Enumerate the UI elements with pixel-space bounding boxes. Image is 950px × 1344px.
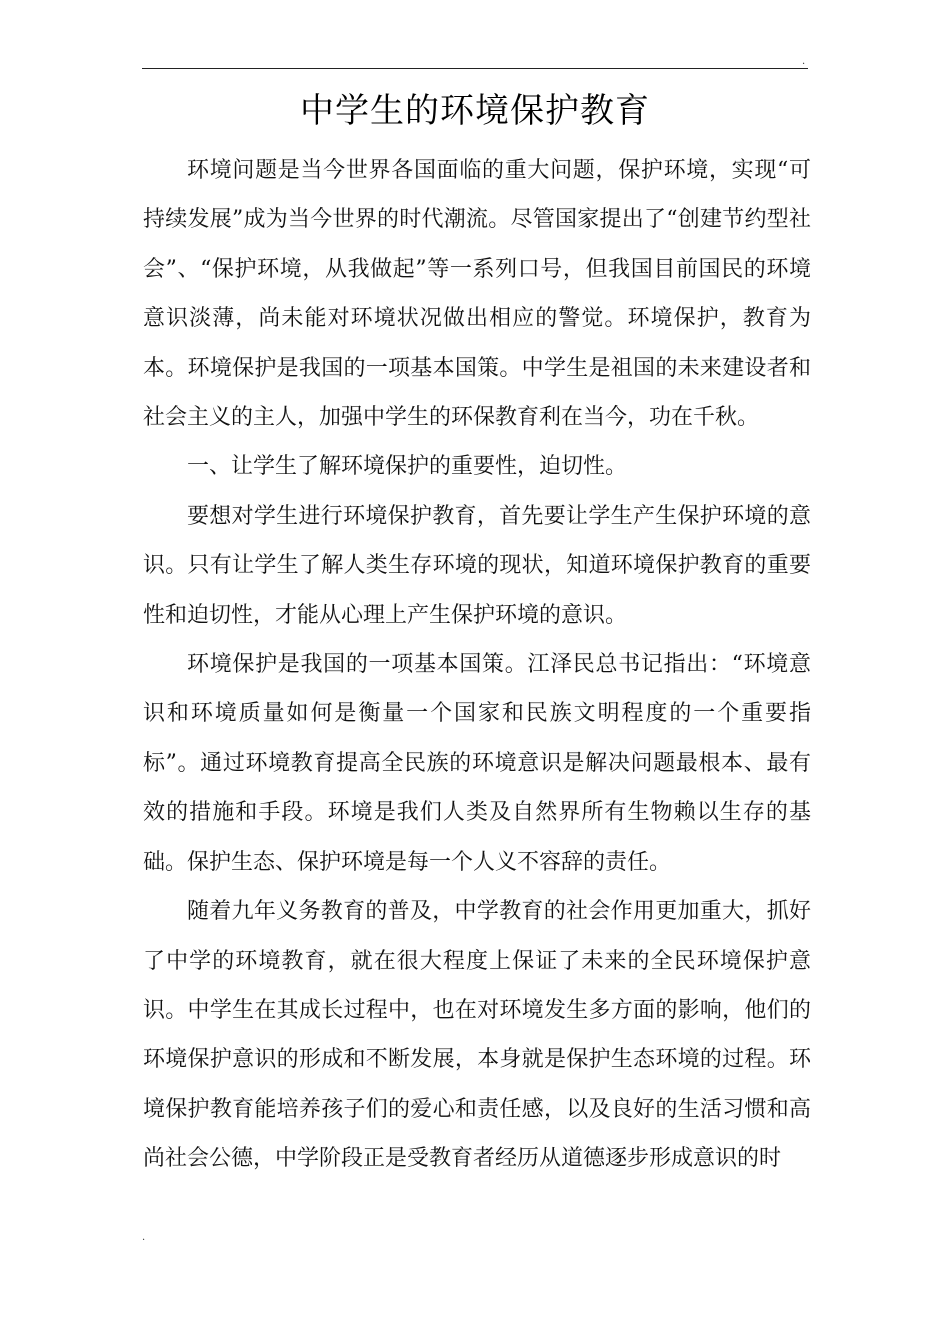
section-heading-1: 一、让学生了解环境保护的重要性，迫切性。 — [187, 454, 628, 480]
header-rule — [142, 68, 808, 69]
paragraph-national-policy: 环境保护是我国的一项基本国策。江泽民总书记指出：“环境意识和环境质量如何是衡量一个国家和民族文明程度的一个重要指标”。通过环境教育提高全民族的环境意识是解决问题最根本、最有效的措施和手段。环境是我们人类及自然界所有生物赖以生存的基础。保护生态、保护环境是每一个人义不容辞的责任。 — [143, 652, 811, 875]
paragraph-awareness: 要想对学生进行环境保护教育，首先要让学生产生保护环境的意识。只有让学生了解人类生存环境的现状，知道环境保护教育的重要性和迫切性，才能从心理上产生保护环境的意识。 — [143, 503, 811, 628]
paragraph-compulsory-education: 随着九年义务教育的普及，中学教育的社会作用更加重大，抓好了中学的环境教育，就在很大程度上保证了未来的全民环境保护意识。中学生在其成长过程中，也在对环境发生多方面的影响，他们的环境保护意识的形成和不断发展，本身就是保护生态环境的过程。环境保护教育能培养孩子们的爱心和责任感，以及良好的生活习惯和高尚社会公德，中学阶段正是受教育者经历从道德逐步形成意识的时 — [143, 899, 811, 1172]
paragraph-intro: 环境问题是当今世界各国面临的重大问题，保护环境，实现“可持续发展”成为当今世界的时代潮流。尽管国家提出了“创建节约型社会”、“保护环境，从我做起”等一系列口号，但我国目前国民的环境意识淡薄，尚未能对环境状况做出相应的警觉。环境保护，教育为本。环境保护是我国的一项基本国策。中学生是祖国的未来建设者和社会主义的主人，加强中学生的环保教育利在当今，功在千秋。 — [143, 158, 811, 431]
document-body — [143, 146, 811, 1184]
header-mark: . — [802, 56, 806, 67]
document-title: 中学生的环境保护教育 — [300, 91, 650, 131]
footer-mark: . — [142, 1232, 146, 1243]
